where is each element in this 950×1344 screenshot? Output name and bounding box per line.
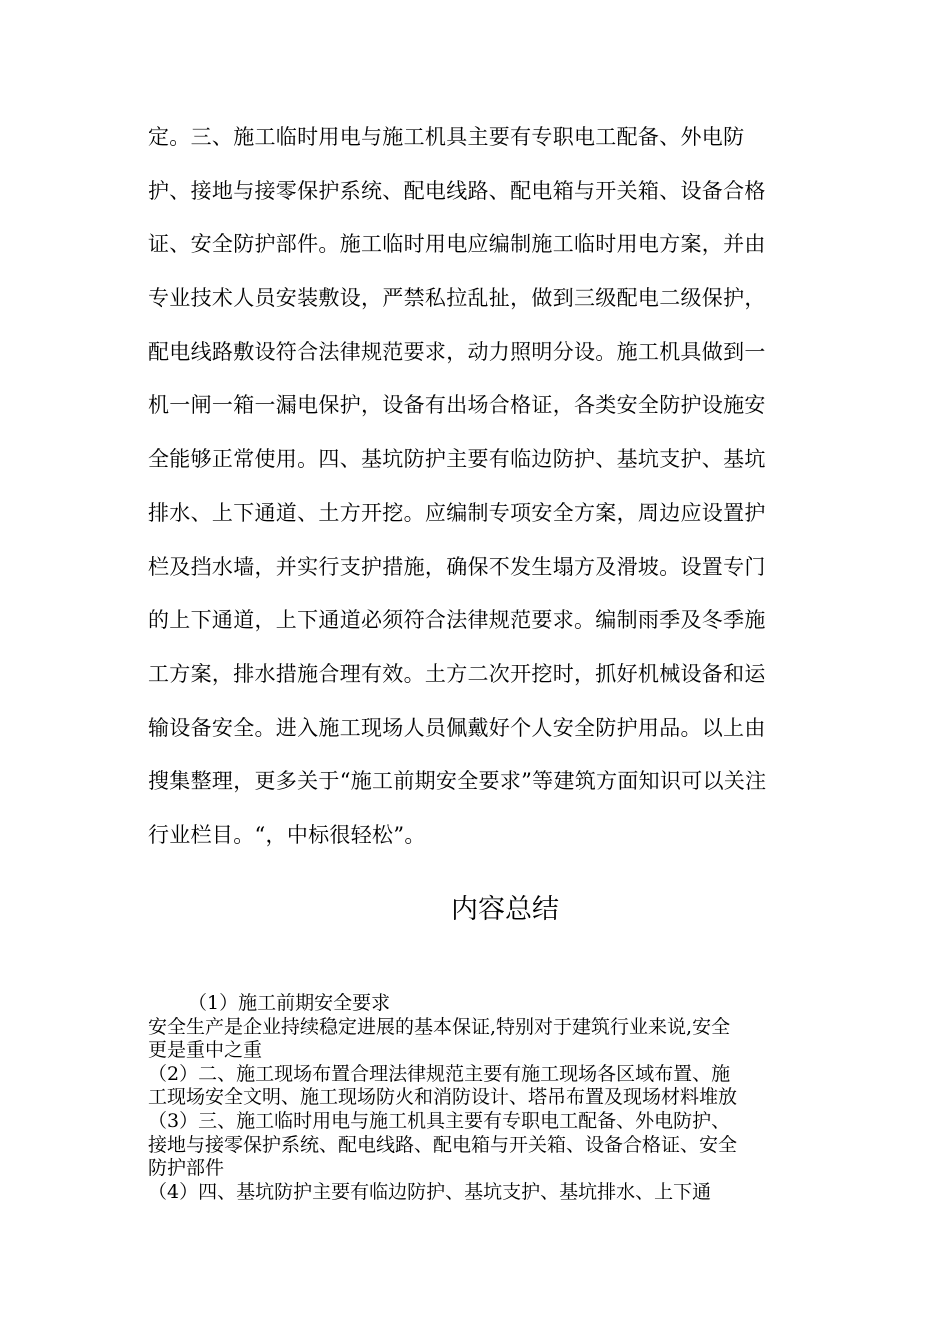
body-line: 专业技术人员安装敷设，严禁私拉乱扯，做到三级配电二级保护，	[148, 286, 766, 311]
body-paragraph	[148, 116, 808, 868]
summary-line: 安全生产是企业持续稳定进展的基本保证,特别对于建筑行业来说,安全	[148, 1015, 731, 1038]
body-line: 定。三、施工临时用电与施工机具主要有专职电工配备、外电防	[148, 125, 745, 149]
summary-line: 工现场安全文明、施工现场防火和消防设计、塔吊布置及现场材料堆放	[148, 1086, 738, 1109]
body-line: 工方案，排水措施合理有效。土方二次开挖时，抓好机械设备和运	[148, 661, 766, 686]
body-line: 全能够正常使用。四、基坑防护主要有临边防护、基坑支护、基坑	[148, 447, 766, 472]
summary-line: 更是重中之重	[148, 1039, 263, 1062]
body-line: 机一闸一箱一漏电保护，设备有出场合格证，各类安全防护设施安	[148, 393, 766, 418]
summary-line: （3）三、施工临时用电与施工机具主要有专职电工配备、外电防护、	[148, 1109, 731, 1132]
body-line: 行业栏目。“，中标很轻松”。	[148, 822, 426, 847]
body-line: 护、接地与接零保护系统、配电线路、配电箱与开关箱、设备合格	[148, 178, 766, 203]
body-line: 输设备安全。进入施工现场人员佩戴好个人安全防护用品。以上由	[148, 715, 766, 740]
body-line: 搜集整理，更多关于“施工前期安全要求”等建筑方面知识可以关注	[148, 769, 767, 794]
body-line: 栏及挡水墙，并实行支护措施，确保不发生塌方及滑坡。设置专门	[148, 554, 766, 579]
summary-title: 内容总结	[451, 894, 559, 925]
body-line: 排水、上下通道、土方开挖。应编制专项安全方案，周边应设置护	[148, 500, 766, 525]
summary-section	[148, 992, 808, 1204]
summary-line: 防护部件	[148, 1157, 225, 1180]
summary-item-heading: （1）施工前期安全要求	[188, 992, 391, 1014]
body-line: 证、安全防护部件。施工临时用电应编制施工临时用电方案，并由	[148, 232, 766, 257]
summary-line: （2）二、施工现场布置合理法律规范主要有施工现场各区域布置、施	[148, 1062, 731, 1085]
body-line: 的上下通道，上下通道必须符合法律规范要求。编制雨季及冬季施	[148, 608, 766, 633]
summary-line: 接地与接零保护系统、配电线路、配电箱与开关箱、设备合格证、安全	[148, 1133, 738, 1156]
summary-line: （4）四、基坑防护主要有临边防护、基坑支护、基坑排水、上下通	[148, 1180, 712, 1203]
body-line: 配电线路敷设符合法律规范要求，动力照明分设。施工机具做到一	[148, 339, 766, 364]
